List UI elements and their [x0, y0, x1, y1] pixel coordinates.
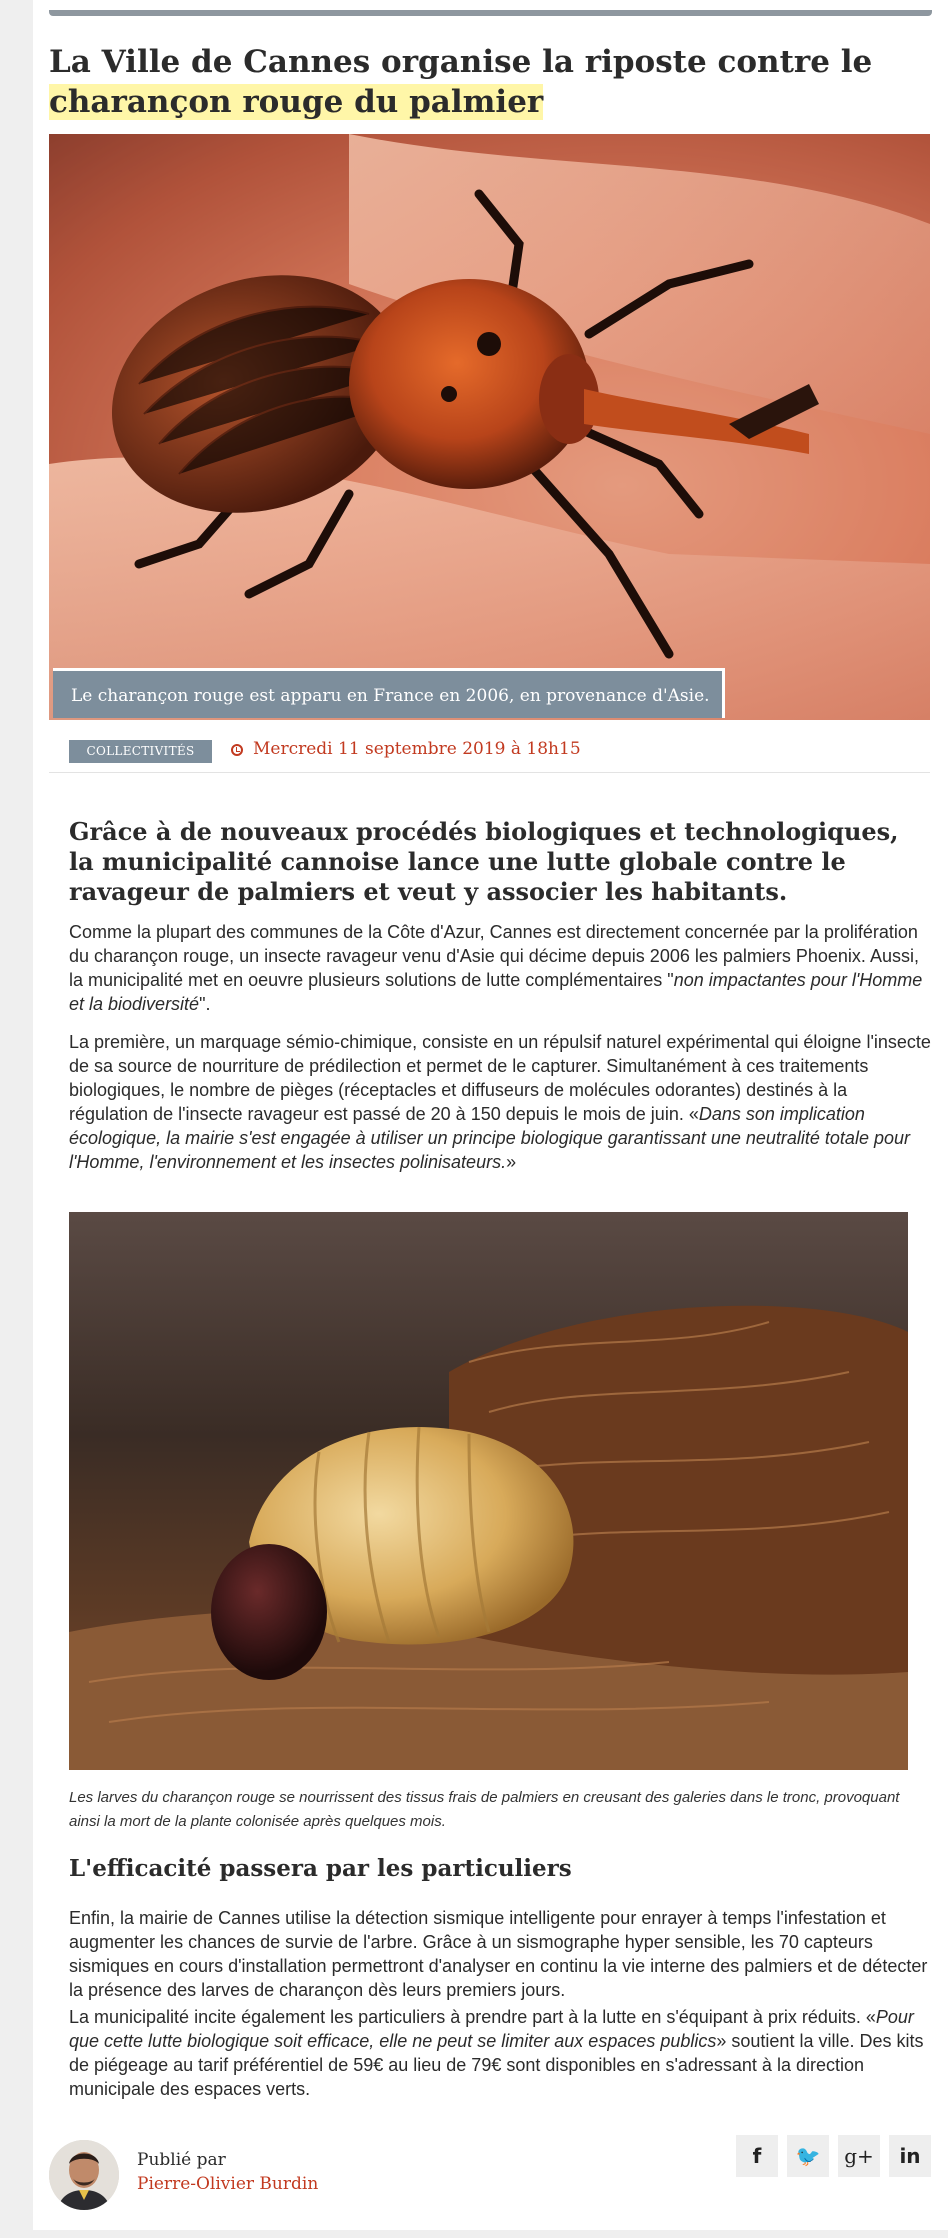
facebook-icon: f: [752, 2144, 762, 2168]
paragraph-4-text: La municipalité incite également les particuliers à prendre part à la lutte en s'équipant à prix réduits. «: [69, 2007, 876, 2027]
paragraph-2-end: »: [506, 1152, 517, 1172]
paragraph-2-quote: Dans son implication écologique, la mairie s'est engagée à utiliser un principe biologique garantissant une neutralité totale pour l'Homme, l'environnement et les insectes polinisateurs.: [69, 1104, 910, 1172]
article-meta: [69, 738, 929, 768]
clock-icon: [231, 744, 243, 756]
author-name-link[interactable]: Pierre-Olivier Burdin: [137, 2174, 319, 2194]
title-highlight: charançon rouge du palmier: [49, 84, 544, 120]
larva-image: [69, 1212, 908, 1770]
linkedin-icon: in: [899, 2144, 921, 2168]
paragraph-3: Enfin, la mairie de Cannes utilise la détection sismique intelligente pour enrayer à temps l'infestation et augmenter les chances de survie de l'arbre. Grâce à un sismographe hyper sensible, les 70 capteurs sismiques en cours d'installation permettront d'analyser en continu la vie interne des palmiers et de détecter la présence des larves de charançon dès leurs premiers jours.: [69, 1908, 928, 2000]
divider: [49, 772, 930, 773]
googleplus-icon: g+: [844, 2144, 874, 2168]
paragraph-1-text: Comme la plupart des communes de la Côte d'Azur, Cannes est directement concernée par la prolifération du charançon rouge, un insecte ravageur venu d'Asie qui décime depuis 2006 les palmiers Phoenix. Aussi, la municipalité met en oeuvre plusieurs solutions de lutte complémentaires ": [69, 922, 919, 990]
larva-caption: Les larves du charançon rouge se nourrissent des tissus frais de palmiers en creusant des galeries dans le tronc, provoquant ainsi la mort de la plante colonisée après quelques mois.: [69, 1789, 900, 1830]
paragraph-4: [69, 2005, 931, 2101]
paragraph-2-text: La première, un marquage sémio-chimique, consiste en un répulsif naturel expérimental qui éloigne l'insecte de sa source de nourriture de prédilection et permet de le capturer. Simultanément à ces traitements biologiques, le nombre de pièges (réceptacles et diffuseurs de molécules odorantes) destinés à la régulation de l'insecte ravageur est passé de 20 à 150 depuis le mois de juin. «: [69, 1032, 931, 1124]
hero-image-weevil: [49, 134, 930, 720]
section-subheading: L'efficacité passera par les particuliers: [69, 1855, 572, 1882]
title-text: La Ville de Cannes organise la riposte contre le: [49, 44, 873, 80]
paragraph-1-end: ".: [199, 994, 211, 1014]
publish-date: Mercredi 11 septembre 2019 à 18h15: [253, 739, 581, 759]
share-facebook-button[interactable]: [736, 2135, 778, 2177]
weevil-illustration: [49, 134, 930, 720]
twitter-icon: 🐦: [795, 2144, 821, 2168]
article-lead: Grâce à de nouveaux procédés biologiques et technologiques, la municipalité cannoise lance une lutte globale contre le ravageur de palmiers et veut y associer les habitants.: [69, 817, 899, 906]
share-twitter-button[interactable]: [787, 2135, 829, 2177]
article-card: [33, 0, 948, 2230]
published-by-label: Publié par: [137, 2150, 226, 2170]
category-badge[interactable]: COLLECTIVITÉS: [69, 740, 212, 763]
paragraph-4-end: » soutient la ville. Des kits de piégeage au tarif préférentiel de 59€ au lieu de 79€ sont disponibles en s'adressant à la direction municipale des espaces verts.: [69, 2031, 924, 2099]
top-bar: [49, 10, 932, 16]
paragraph-4-quote: Pour que cette lutte biologique soit efficace, elle ne peut se limiter aux espaces publics: [69, 2007, 914, 2051]
paragraph-2: [69, 1030, 931, 1174]
article-title: [49, 42, 929, 122]
paragraph-1-quote: non impactantes pour l'Homme et la biodiversité: [69, 970, 923, 1014]
share-linkedin-button[interactable]: [889, 2135, 931, 2177]
avatar-portrait: [49, 2140, 119, 2210]
paragraph-1: [69, 920, 931, 1016]
share-googleplus-button[interactable]: [838, 2135, 880, 2177]
larva-illustration: [69, 1212, 908, 1770]
author-avatar[interactable]: [49, 2140, 119, 2210]
hero-caption: Le charançon rouge est apparu en France en 2006, en provenance d'Asie.: [53, 668, 725, 718]
